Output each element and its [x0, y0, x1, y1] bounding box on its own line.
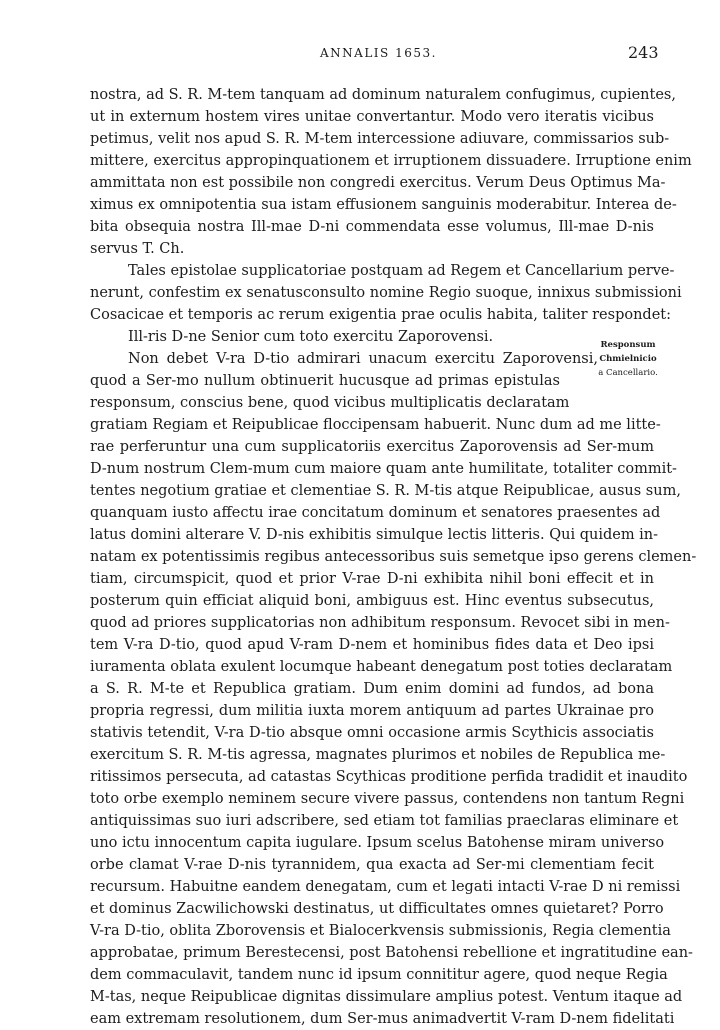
text-line: dem commaculavit, tandem nunc id ipsum connititur agere, quod neque Regia [90, 967, 668, 983]
text-line: responsum, conscius bene, quod vicibus multiplicatis declaratam [90, 395, 570, 411]
text-line: ritissimos persecuta, ad catastas Scythicas proditione perfida tradidit et inaudito [90, 769, 688, 785]
text-line: eam extremam resolutionem, dum Ser-mus animadvertit V-ram D-nem fidelitati [90, 1011, 675, 1027]
text-line: quod ad priores supplicatorias non adhibitum responsum. Revocet sibi in men- [90, 615, 670, 631]
text-line: gratiam Regiam et Reipublicae floccipensam habuerit. Nunc dum ad me litte- [90, 417, 661, 433]
marginal-note [578, 338, 678, 380]
text-line: approbatae, primum Berestecensi, post Batohensi rebellione et ingratitudine ean- [90, 945, 693, 961]
running-head [0, 43, 720, 66]
running-title: ANNALIS 1653. [320, 46, 437, 60]
text-line: toto orbe exemplo neminem secure vivere passus, contendens non tantum Regni [90, 791, 685, 807]
text-line: V-ra D-tio, oblita Zborovensis et Bialocerkvensis submissionis, Regia clementia [90, 923, 671, 939]
text-line: ammittata non est possibile non congredi exercitus. Verum Deus Optimus Ma- [90, 175, 666, 191]
body-text [90, 84, 697, 1030]
text-line: ut in externum hostem vires unitae convertantur. Modo vero iteratis vicibus [90, 109, 654, 125]
text-line: quod a Ser-mo nullum obtinuerit hucusque ad primas epistulas [90, 373, 560, 389]
text-line: orbe clamat V-rae D-nis tyrannidem, qua exacta ad Ser-mi clementiam fecit [90, 857, 654, 873]
marginal-note-line: Chmielnicio [599, 354, 657, 364]
text-line: et dominus Zacwilichowski destinatus, ut difficultates omnes quietaret? Porro [90, 901, 664, 917]
text-line: propria regressi, dum militia iuxta morem antiquum ad partes Ukrainae pro [90, 703, 654, 719]
text-line: latus domini alterare V. D-nis exhibitis simulque lectis litteris. Qui quidem in- [90, 527, 659, 543]
marginal-note-line: a Cancellario. [598, 368, 658, 378]
text-line: Tales epistolae supplicatoriae postquam ad Regem et Cancellarium perve- [128, 263, 675, 279]
text-line: posterum quin efficiat aliquid boni, ambiguus est. Hinc eventus subsecutus, [90, 593, 654, 609]
text-line: tentes negotium gratiae et clementiae S. R. M-tis atque Reipublicae, ausus sum, [90, 483, 681, 499]
marginal-note-line: Responsum [600, 340, 656, 350]
text-line: exercitum S. R. M-tis agressa, magnates plurimos et nobiles de Republica me- [90, 747, 666, 763]
text-line: recursum. Habuitne eandem denegatam, cum et legati intacti V-rae D ni remissi [90, 879, 681, 895]
text-line: D-num nostrum Clem-mum cum maiore quam ante humilitate, totaliter commit- [90, 461, 677, 477]
text-line: uno ictu innocentum capita iugulare. Ipsum scelus Batohense miram universo [90, 835, 665, 851]
text-line: servus T. Ch. [90, 241, 185, 257]
text-line: petimus, velit nos apud S. R. M-tem intercessione adiuvare, commissarios sub- [90, 131, 670, 147]
text-line: tiam, circumspicit, quod et prior V-rae D-ni exhibita nihil boni effecit et in [90, 571, 654, 587]
text-line: Non debet V-ra D-tio admirari unacum exercitu Zaporovensi, [128, 351, 598, 367]
text-line: a S. R. M-te et Republica gratiam. Dum enim domini ad fundos, ad bona [90, 681, 654, 697]
text-line: quanquam iusto affectu irae concitatum dominum et senatores praesentes ad [90, 505, 661, 521]
text-line: rae perferuntur una cum supplicatoriis exercitus Zaporovensis ad Ser-mum [90, 439, 654, 455]
text-line: stativis tetendit, V-ra D-tio absque omni occasione armis Scythicis associatis [90, 725, 654, 741]
text-line: Cosacicae et temporis ac rerum exigentia prae oculis habita, taliter respondet: [90, 307, 671, 323]
text-line: nerunt, confestim ex senatusconsulto nomine Regio suoque, innixus submissioni [90, 285, 682, 301]
text-line: iuramenta oblata exulent locumque habeant denegatum post toties declaratam [90, 659, 673, 675]
text-line: nostra, ad S. R. M-tem tanquam ad dominum naturalem confugimus, cupientes, [90, 87, 676, 103]
text-line: ximus ex omnipotentia sua istam effusionem sanguinis moderabitur. Interea de- [90, 197, 677, 213]
text-line: tem V-ra D-tio, quod apud V-ram D-nem et hominibus fides data et Deo ipsi [90, 637, 654, 653]
text-line: M-tas, neque Reipublicae dignitas dissimulare amplius potest. Ventum itaque ad [90, 989, 683, 1005]
text-line: bita obsequia nostra Ill-mae D-ni commendata esse volumus, Ill-mae D-nis [90, 219, 654, 235]
text-line: natam ex potentissimis regibus antecessoribus suis semetque ipso gerens clemen- [90, 549, 697, 565]
text-line: antiquissimas suo iuri adscribere, sed etiam tot familias praeclaras eliminare et [90, 813, 679, 829]
text-line: Ill-ris D-ne Senior cum toto exercitu Zaporovensi. [128, 329, 494, 345]
page-number: 243 [628, 43, 659, 62]
text-line: mittere, exercitus appropinquationem et irruptionem dissuadere. Irruptione enim [90, 153, 692, 169]
